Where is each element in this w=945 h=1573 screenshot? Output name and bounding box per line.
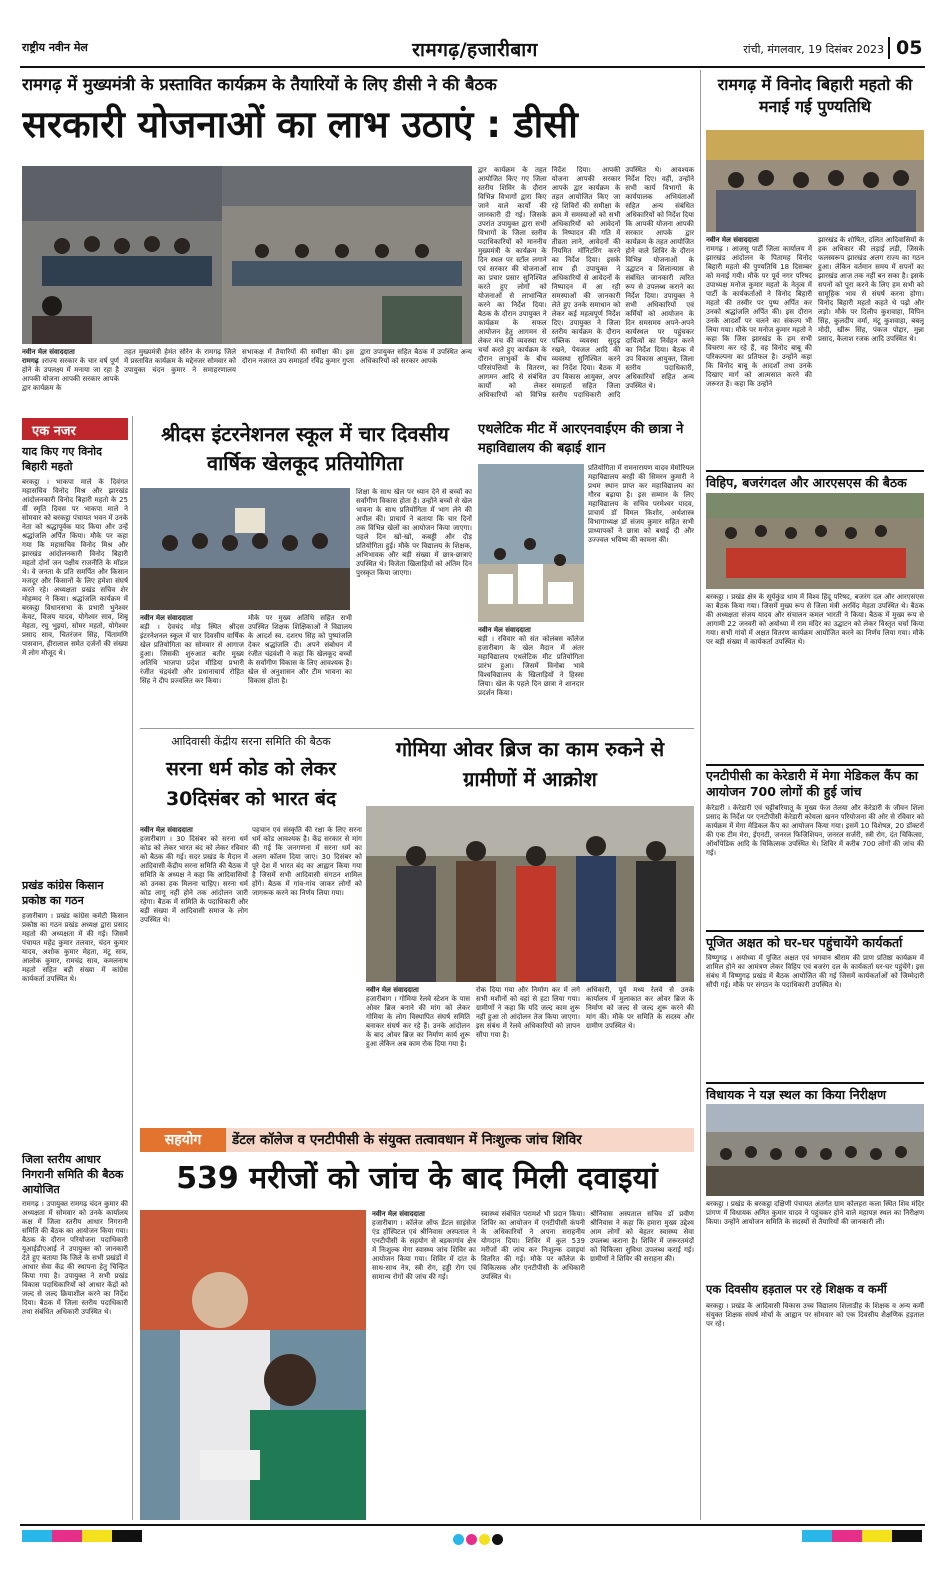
ntpc-text: केरेडारी । केरेडारी एवं चट्टीबरियातू के मुख्य फेज तेलया और केरेडारी के जीवन शिला प्रसाद के निर्देश पर एनटीपीसी केरेडारी कोयला खनन परियोजना की ओर से रविवार को कार्यक्रम में मेगा मेडिकल कैंप का आयोजन किया गया। इसमें 10 विशेषज्ञ, 20 डॉक्टरों की एक टीम मेरा, ईएनटी, जनरल फिजिशियन, जनरल सर्जरी, स्त्री रोग, दंत चिकित्सा, ऑर्थोपेडिक आदि के चिकित्सक उपस्थित थे। शिविर में करीब 700 लोगों की जांच की गई।	[706, 804, 924, 857]
lead-photo-2	[222, 166, 472, 344]
footer-color-strip-right	[802, 1530, 922, 1542]
vinod-headline: रामगढ़ में विनोद बिहारी महतो की मनाई गई पुण्यतिथि	[717, 75, 913, 116]
ek-najar-label: एक नजर	[22, 418, 128, 440]
athletic-body-2: प्रतियोगिता में रामनारायण यादव मेमोरियल महाविद्यालय बरही की सिमरन कुमारी ने प्रथम स्थान प्राप्त कर महाविद्यालय का गौरव बढ़ाया है। इस सम्मान के लिए महाविद्यालय के सचिव परमेश्वर यादव, प्राचार्य डॉ विमल किशोर, अर्थशास्त्र विभागाध्यक्ष डॉ संजय कुमार सहित सभी प्राध्यापकों ने छात्रा को बधाई दी और उज्ज्वल भविष्य की कामना की।	[588, 464, 694, 544]
lead-body-5: आवश्यक निर्देश दिए। वहीं, उन्होंने सभी कार्य विभागों के कार्यपालक अभियंताओं सहित अन्य संबंधित अधिकारियों को निर्देश दिया कि आपकी योजना आपकी सरकार आपके द्वार कार्यक्रम के तहत आयोजित होने वाले शिविर के दौरान विभिन्न योजनाओं के उद्घाटन व शिलान्यास से संबंधित जानकारी त्वरित रूप से उपलब्ध कराने का निर्देश दिया। उपायुक्त ने सभी अधिकारियों एवं कर्मियों को आयोजन के दिन समसमय अपने-अपने कार्यस्थल पर पहुंचकर दायित्वों का निर्वहन करने का निर्देश दिया। बैठक में उप विकास आयुक्त, जिला स्तरीय पदाधिकारी, अधिकारियों सहित अन्य उपस्थित थे।	[625, 166, 694, 390]
dental-headline: 539 मरीजों को जांच के बाद मिली दवाइयां	[176, 1161, 658, 1196]
sarna-headline: सरना धर्म कोड को लेकर 30दिसंबर को भारत बंद	[165, 758, 337, 810]
shridas-body-col1	[140, 614, 244, 724]
shridas-headline: श्रीदस इंटरनेशनल स्कूल में चार दिवसीय वार्षिक खेलकूद प्रतियोगिता	[161, 422, 449, 475]
sports-event-photo-icon	[140, 488, 350, 610]
magenta-dot-icon	[466, 1534, 477, 1545]
dental-body-col1	[372, 1210, 476, 1520]
vidhayak-text: बरकट्ठा । प्रखंड के बरकट्ठा दक्षिणी पंचायत अंतर्गत ग्राम कोलहरा कला स्थित शिव मंदिर प्रांगण में विधायक अमित कुमार यादव ने पहुंचकर होने वाले महायज्ञ स्थल का निरीक्षण किया। उन्होंने आयोजन समिति के सदस्यों से तैयारियों की जानकारी ली।	[706, 1200, 924, 1226]
page-number: 05	[888, 37, 928, 59]
lead-kicker: रामगढ़ में मुख्यमंत्री के प्रस्तावित कार्यक्रम के तैयारियों के लिए डीसी ने की बैठक	[22, 75, 497, 94]
lead-body-2: तहत मुख्यमंत्री हेमंत सोरेन के रामगढ़ जिले में प्रस्तावित कार्यक्रम के मद्देनजर सोमवार को उपायुक्त चंदन कुमार ने समाहरणालय सभाकक्ष में तैयारियों की समीक्षा की। इस दौरान नजारत उप समाहर्ता रविंद्र कुमार गुप्ता द्वारा उपायुक्त सहित बैठक में उपस्थित अन्य अधिकारियों को सरकार आपके	[124, 348, 472, 374]
sarna-body-col2	[252, 826, 362, 1124]
lead-body-col3	[478, 166, 694, 410]
gomia-body-2: रोक दिया गया और निर्माण कर में लगे सभी मशीनों को वहां से हटा लिया गया। ग्रामीणों ने कहा कि यदि जल्द काम शुरू नहीं हुआ तो आंदोलन तेज किया जाएगा। इस संबंध में रेलवे अधिकारियों को ज्ञापन सौंपा गया है।	[476, 986, 580, 1039]
athletic-byline: नवीन मेल संवाददाता	[478, 626, 531, 634]
pujit-body	[706, 954, 924, 1078]
ntpc-headline: एनटीपीसी का केरेडारी में मेगा मेडिकल कैंप का आयोजन 700 लोगों की हुई जांच	[706, 764, 924, 802]
shridas-body-2: मौके पर मुख्य अतिथि सहित सभी उपस्थित शिक्षक शिक्षिकाओं ने विद्यालय के आदर्श स्व. दशरथ सिंह को पुष्पांजलि देकर श्रद्धांजलि दी। अपने संबोधन में रंजीत चंद्रवंशी ने कहा कि खेलकूद बच्चों के सर्वांगीण विकास के लिए आवश्यक है। खेल से अनुशासन और टीम भावना का विकास होता है।	[248, 614, 352, 685]
ek-najar-text-1: बरकट्ठा । भाकपा माले के दिवंगत महासचिव विनोद मिश्र और झारखंड आंदोलनकारी विनोद बिहारी महतो के 25 वीं स्मृति दिवस पर भाकपा माले ने सोमवार को बरकट्ठा पंचायत भवन में उनके नेता को श्रद्धापूर्वक याद किया और उन्हें श्रद्धांजलि अर्पित किया। मौके पर कहा गया कि महासचिव विनोद मिश्र और झारखंड आंदोलनकारी विनोद बिहारी महतो दोनों जन पक्षीय राजनीति के मॉडल थे। वे जनता के प्रति समर्पित और किसान मजदूर और किसानों के लिए हमेशा संघर्ष करते रहे। अध्यक्षता प्रखंड सचिव शेर मोहम्मद ने किया। श्रद्धांजलि कार्यक्रम में बरकट्ठा विधानसभा के प्रभारी भुनेश्वर केवट, विजय यादव, योगेश्वर साव, शिबू मेहता, रघु भुइयां, सोमर महतो, योगेश्वर प्रसाद साव, चितरंजन सिंह, चिंतामणि पासवान, हीरालाल समेत दर्जनों की संख्या में लोग मौजूद थे।	[22, 478, 128, 657]
dental-body-3: श्रीनिवास अस्पताल सचिव डॉ प्रवीण श्रीनिवास ने कहा कि हमारा मुख्य उद्देश्य आम लोगों को बेहतर स्वास्थ्य सेवा उपलब्ध कराना है। शिविर में जरूरतमंदों को चिकित्सा सुविधा उपलब्ध कराई गई। ग्रामीणों ने शिविर की सराहना की।	[590, 1210, 694, 1263]
lead-body-4: दिया। आपकी योजना आपकी सरकार आपके द्वार कार्यक्रम के तहत आयोजित किए जा रहे शिविरों की समीक्षा के क्रम में समस्याओं को सभी अधिकारियों को आवेदनों के निष्पादन की गति में तीव्रता लाने, आवेदनों की नियमित मॉनिटरिंग करने का निर्देश दिया। इसके साथ ही उपायुक्त ने अधिकारियों से आवेदनों के निष्पादन में आ रही समस्याओं की जानकारी लेते हुए उनके समाधान को लेकर कई महत्वपूर्ण निर्देश दिए। उपायुक्त ने जिला स्तरीय कार्यक्रम के दौरान पब्लिक व्यवस्था सुदृढ़ रखने, पेयजल आदि की व्यवस्था सुनिश्चित करने का निर्देश दिया। बैठक में उप विकास आयुक्त, अपर समाहर्ता सहित जिला स्तरीय पदाधिकारी आदि उपस्थित थे।	[551, 166, 662, 399]
dateline: रांची, मंगलवार, 19 दिसंबर 2023	[743, 43, 884, 56]
shridas-body-col3	[356, 488, 472, 724]
footer-rule	[20, 1524, 925, 1526]
athletic-body-col1	[478, 626, 584, 724]
ek-najar-h1: याद किए गए विनोद बिहारी महतो	[22, 445, 102, 473]
vidhayak-photo	[706, 1104, 924, 1196]
ek-najar-h2: प्रखंड कांग्रेस किसान प्रकोष्ठ का गठन	[22, 879, 104, 907]
sarna-byline: नवीन मेल संवाददाता	[140, 826, 193, 834]
lead-dateline: रामगढ़ ।	[22, 357, 45, 365]
lead-headline: सरकारी योजनाओं का लाभ उठाएं : डीसी	[22, 103, 578, 146]
dental-body-col3	[590, 1210, 694, 1520]
lead-body-col2	[124, 348, 472, 410]
ek-najar-b1	[22, 478, 128, 876]
athletic-body-1: बड़ी । रविवार को संत कोलंबस कॉलेज हजारीबाग के खेल मैदान में अंतर महाविद्यालय एथलेटिक मीट प्रतियोगिता प्रारंभ हुआ। जिसमें विनोबा भावे विश्वविद्यालय के खिलाड़ियों ने हिस्सा लिया। खेल के पहले दिन छात्रा ने शानदार प्रदर्शन किया।	[478, 635, 584, 697]
col-divider-left	[132, 416, 133, 1520]
gomia-headline: गोमिया ओवर ब्रिज का काम रुकने से ग्रामीणों में आक्रोश	[395, 737, 665, 791]
gomia-body-col2	[476, 986, 580, 1124]
yellow-dot-icon	[479, 1534, 490, 1545]
ek-najar-text-3: रामगढ़ । उपायुक्त रामगढ़ चंदन कुमार की अध्यक्षता में सोमवार को उनके कार्यालय कक्ष में जिला स्तरीय आधार निगरानी समिति की बैठक का आयोजन किया गया। बैठक के दौरान परियोजना पदाधिकारी यूआईडीएआई ने उपायुक्त को जानकारी देते हुए बताया कि जिले के सभी प्रखंडों में आधार सेवा केंद्र की स्थापना हेतु चिन्हित किया गया है। उपायुक्त ने सभी प्रखंड विकास पदाधिकारियों को आधार केंद्रों को जल्द से जल्द क्रियाशील करने का निर्देश दिया। बैठक में जिला स्तरीय पदाधिकारी तथा संबंधित अधिकारी उपस्थित थे।	[22, 1200, 128, 1316]
dental-tag: सहयोग	[140, 1128, 226, 1152]
pujit-headline: पूजित अक्षत को घर-घर पहुंचायेंगे कार्यकर्ता	[706, 930, 924, 952]
header-rule	[20, 66, 925, 68]
tribute-photo-icon	[706, 130, 924, 232]
ntpc-body	[706, 804, 924, 928]
vihip-photo	[706, 493, 924, 589]
athletic-headline: एथलेटिक मीट में आरएनवाईएम की छात्रा ने महाविद्यालय की बढ़ाई शान	[478, 422, 684, 456]
ek-najar-b3	[22, 1200, 128, 1518]
dental-body-1: हजारीबाग । कॉलेज ऑफ डेंटल साइंसेज एंड हॉस्पिटल एवं श्रीनिवास अस्पताल ने एनटीपीसी के सहयोग से बड़कागांव क्षेत्र में निःशुल्क मेगा स्वास्थ्य जांच शिविर का आयोजन किया गया। शिविर में दांत के साथ-साथ नेत्र, स्त्री रोग, हड्डी रोग एवं सामान्य रोगों की जांच की गई।	[372, 1219, 476, 1281]
lead-body-col1	[22, 348, 119, 410]
sarna-body-col1	[140, 826, 248, 1124]
lead-byline: नवीन मेल संवाददाता	[22, 348, 75, 356]
black-dot-icon	[492, 1534, 503, 1545]
dental-body-col2	[481, 1210, 585, 1520]
gomia-body-col3	[586, 986, 694, 1124]
vinod-body-col2	[818, 236, 924, 468]
vihip-text: बरकट्ठा । प्रखंड क्षेत्र के सूर्यकुंड धाम में विश्व हिंदू परिषद, बजरंग दल और आरएसएस का बैठक किया गया। जिसमें मुख्य रूप से जिला मंत्री अरविंद मेहता उपस्थित थे। बैठक की अध्यक्षता संजय यादव और संचालन कमल भारती ने किया। बैठक में मुख्य रूप से आगामी 22 जनवरी को अयोध्या में राम मंदिर का उद्घाटन को लेकर विस्तृत चर्चा किया गया। सभी गांवों में अक्षत वितरण कार्यक्रम आयोजित करने का निर्णय लिया गया। मौके पर बड़ी संख्या में कार्यकर्ता उपस्थित थे।	[706, 593, 924, 646]
podium-photo-icon	[478, 464, 584, 622]
shridas-body-col2	[248, 614, 352, 724]
cyan-dot-icon	[453, 1534, 464, 1545]
gomia-body-1: हजारीबाग । गोमिया रेलवे स्टेशन के पास ओवर ब्रिज बनाने की मांग को लेकर गोमिया के लोग विस्थापित संघर्ष समिति बनाकर संघर्ष कर रहे हैं। उनके आंदोलन के बाद ओवर ब्रिज का निर्माण कार्य शुरू हुआ लेकिन अब काम रोक दिया गया है।	[366, 995, 470, 1048]
athletic-body-col2	[588, 464, 694, 724]
gomia-byline: नवीन मेल संवाददाता	[366, 986, 419, 994]
footer-dots-center	[452, 1530, 542, 1542]
vinod-body-1: रामगढ़ । आजसू पार्टी जिला कार्यालय में झारखंड आंदोलन के पितामह विनोद बिहारी महतो की पुण्यतिथि 18 दिसम्बर को मनाई गयी। मौके पर पूर्व नगर परिषद उपाध्यक्ष मनोज कुमार महतो के नेतृत्व में पार्टी के कार्यकर्ताओं ने विनोद बिहारी महतो की तस्वीर पर पुष्प अर्पित कर उनको श्रद्धांजलि अर्पित की। इस दौरान उनके आदर्शों पर चलने का संकल्प भी लिया गया। मौके पर मनोज कुमार महतो ने कहा कि जिस झारखंड के हम सभी विचरण कर रहे हैं, वह विनोद बाबू की परिकल्पना का प्रतिफल है। उन्होंने कहा कि विनोद बाबू के आदर्शों तथा उनके दिखाए मार्ग को आत्मसात करने की जरूरत है। कहा कि उन्होंने	[706, 245, 812, 388]
gomia-photo	[366, 806, 694, 982]
athletic-photo	[478, 464, 584, 622]
sarna-body-1: हजारीबाग । 30 दिसंबर को सरना धर्म कोड को लेकर भारत बंद को लेकर रविवार को बैठक की गई। सदर प्रखंड के मैदान में आदिवासी केंद्रीय सरना समिति की बैठक में समिति के अध्यक्ष ने कहा कि आदिवासियों को उनका हक मिलना चाहिए। सरना धर्म कोड लागू नहीं होने तक आंदोलन जारी रहेगा। बैठक में समिति के पदाधिकारी और बड़ी संख्या में आदिवासी समाज के लोग उपस्थित थे।	[140, 835, 248, 924]
hadtal-body	[706, 1302, 924, 1518]
shridas-body-1: बड़ी । देवचंद मोड़ स्थित श्रीदस इंटरनेशनल स्कूल में चार दिवसीय वार्षिक खेल प्रतियोगिता का सोमवार से आगाज हुआ। जिसकी शुरुआत बतौर मुख्य अतिथि भाजपा प्रदेश मीडिया प्रभारी रंजीत चंद्रवंशी और प्रधानाचार्य रोहित सिंह ने दीप प्रज्वलित कर किया।	[140, 623, 244, 685]
site-inspection-icon	[706, 1104, 924, 1196]
dental-kicker: डेंटल कॉलेज व एनटीपीसी के संयुक्त तत्वावधान में निःशुल्क जांच शिविर	[232, 1132, 582, 1148]
villagers-photo-icon	[366, 806, 694, 982]
dental-checkup-photo-icon	[140, 1210, 366, 1520]
vidhayak-headline: विधायक ने यज्ञ स्थल का किया निरीक्षण	[706, 1082, 924, 1102]
meeting-photo-icon	[22, 166, 222, 344]
hadtal-headline: एक दिवसीय हड़ताल पर रहे शिक्षक व कर्मी	[706, 1282, 887, 1296]
shridas-byline: नवीन मेल संवाददाता	[140, 614, 193, 622]
vihip-headline: विहिप, बजरंगदल और आरएसएस की बैठक	[706, 470, 924, 490]
vinod-photo	[706, 130, 924, 232]
ek-najar-text-2: हजारीबाग । प्रखंड कांग्रेस कमेटी किसान प्रकोष्ठ का गठन प्रखंड अध्यक्ष द्वारा प्रसाद महतो की अध्यक्षता में की गई। जिसमें पंचायत महेंद्र कुमार तलवार, चंदन कुमार यादव, अशोक कुमार मेहता, मंटू साव, आलोक कुमार, रामचंद्र साव, कमलनाथ महतो सहित बड़ी संख्या में कांग्रेस कार्यकर्ता उपस्थित थे।	[22, 912, 128, 983]
dental-byline: नवीन मेल संवाददाता	[372, 1210, 425, 1218]
col-divider	[700, 70, 701, 1520]
meeting-hall-photo-icon	[222, 166, 472, 344]
dental-body-2: स्वास्थ्य संबंधित परामर्श भी प्रदान किया। शिविर का आयोजन में एनटीपीसी कंपनी के अधिकारियों ने अपना सराहनीय योगदान दिया। शिविर में कुल 539 मरीजों की जांच कर निःशुल्क दवाइयां वितरित की गई। मौके पर कॉलेज के चिकित्सक और एनटीपीसी के अधिकारी उपस्थित थे।	[481, 1210, 585, 1281]
pujit-text: विष्णुगढ़ । अयोध्या में पूजित अक्षत एवं भगवान श्रीराम की प्राण प्रतिष्ठा कार्यक्रम में शामिल होने का आमंत्रण लेकर विहिप एवं बजरंग दल के कार्यकर्ता घर-घर पहुंचेंगे। इस संबंध में विष्णुगढ़ प्रखंड में बैठक आयोजित की गई जिसमें कार्यकर्ताओं को जिम्मेदारी सौंपी गई। मौके पर संगठन के पदाधिकारी उपस्थित थे।	[706, 954, 924, 989]
shridas-photo	[140, 488, 350, 610]
hadtal-text: बरकट्ठा । प्रखंड के आदिवासी विकास उच्च विद्यालय शिलाडीह के शिक्षक व अन्य कर्मी संयुक्त शिक्षक संघर्ष मोर्चा के आह्वान पर सोमवार को एक दिवसीय शैक्षणिक हड़ताल पर रहे।	[706, 1302, 924, 1328]
meeting-gathering-icon	[706, 493, 924, 589]
sarna-body-2: पहचान एवं संस्कृति की रक्षा के लिए सरना धर्म कोड आवश्यक है। केंद्र सरकार से मांग की गई कि जनगणना में सरना धर्म का अलग कॉलम दिया जाए। 30 दिसंबर को पूरे देश में भारत बंद का आह्वान किया गया है जिसमें सभी आदिवासी संगठन शामिल होंगे। बैठक में गांव-गांव जाकर लोगों को जागरूक करने का निर्णय लिया गया।	[252, 826, 362, 897]
ek-najar-b2	[22, 912, 128, 1150]
vidhayak-body	[706, 1200, 924, 1280]
dental-photo	[140, 1210, 366, 1520]
lead-photo	[22, 166, 222, 344]
mid-rule	[140, 728, 694, 729]
lead-body-1: राज्य सरकार के चार वर्ष पूर्ण होने के उपलक्ष्य में मनाया जा रहा है आपकी योजना आपकी सरकार आपके द्वार कार्यक्रम के	[22, 357, 119, 392]
sarna-kicker: आदिवासी केंद्रीय सरना समिति की बैठक	[171, 735, 331, 748]
section-title: रामगढ़/हजारीबाग	[412, 39, 538, 61]
footer-color-strip-left	[22, 1530, 142, 1542]
lead-body-3: द्वार कार्यक्रम के तहत आयोजित किए गए जिला स्तरीय शिविर के दौरान विभिन्न विभागों द्वारा किए जाने वाले कार्यों की जानकारी दी गई। जिसके उपरांत उपायुक्त द्वारा सभी विभागों के जिला स्तरीय पदाधिकारियों को माननीय मुख्यमंत्री के कार्यक्रम के दिन स्थल पर स्टॉल लगाने एवं सरकार की योजनाओं का प्रचार प्रसार सुनिश्चित करते हुए लोगों को योजनाओं से लाभान्वित करने का निर्देश दिया। बैठक के दौरान उपायुक्त ने कार्यक्रम के सफल आयोजन हेतु आगमन से लेकर मंच की व्यवस्था पर चर्चा करते हुए कार्यक्रम के दौरान लाभुकों के बीच परिसंपत्तियों के वितरण, आगमन आदि से संबंधित कार्यों को लेकर अधिकारियों को विभिन्न निर्देश	[478, 166, 566, 399]
gomia-body-col1	[366, 986, 470, 1124]
shridas-body-3: शिक्षा के साथ खेल पर ध्यान देने से बच्चों का सर्वांगीण विकास होता है। उन्होंने बच्चों से खेल भावना के साथ प्रतियोगिता में भाग लेने की अपील की। प्राचार्य ने बताया कि चार दिनों तक विभिन्न खेलों का आयोजन किया जाएगा। पहले दिन खो-खो, कबड्डी और दौड़ प्रतियोगिता हुई। मौके पर विद्यालय के शिक्षक, अभिभावक और बड़ी संख्या में छात्र-छात्राएं उपस्थित थे। विजेता खिलाड़ियों को अंतिम दिन पुरस्कृत किया जाएगा।	[356, 488, 472, 577]
vinod-byline: नवीन मेल संवाददाता	[706, 236, 759, 244]
gomia-body-3: अधिकारी, पूर्व मध्य रेलवे से उनके कार्यालय में मुलाकात कर ओवर ब्रिज के निर्माण को जल्द से जल्द शुरू करने की मांग की। मौके पर समिति के सदस्य और ग्रामीण उपस्थित थे।	[586, 986, 694, 1030]
masthead: राष्ट्रीय नवीन मेल	[22, 41, 88, 54]
vinod-body-col1	[706, 236, 812, 468]
ek-najar-h3: जिला स्तरीय आधार निगरानी समिति की बैठक आयोजित	[22, 1153, 124, 1196]
vihip-body	[706, 593, 924, 763]
vinod-body-2: झारखंड के शोषित, दलित आदिवासियों के हक अधिकार की लड़ाई लड़ी, जिसके फलस्वरूप झारखंड अलग राज्य का गठन हुआ। लेकिन वर्तमान समय में सपनों का झारखंड आज तक नहीं बन सका है। इसके सपनों को पूरा करने के लिए हम सभी को सामूहिक भाव से संघर्ष करना होगा। विनोद बिहारी महतो कहते थे पढ़ो और लड़ो। मौके पर दिलीप कुशवाहा, विपिन सिंह, कुलदीप वर्मा, मंटू कुशवाहा, बबलू मोदी, खीरू सिंह, पंकज पोद्दार, मुन्ना प्रसाद, कैलाश रजक आदि उपस्थित थे।	[818, 236, 924, 343]
footer-registration-marks	[22, 1530, 927, 1544]
